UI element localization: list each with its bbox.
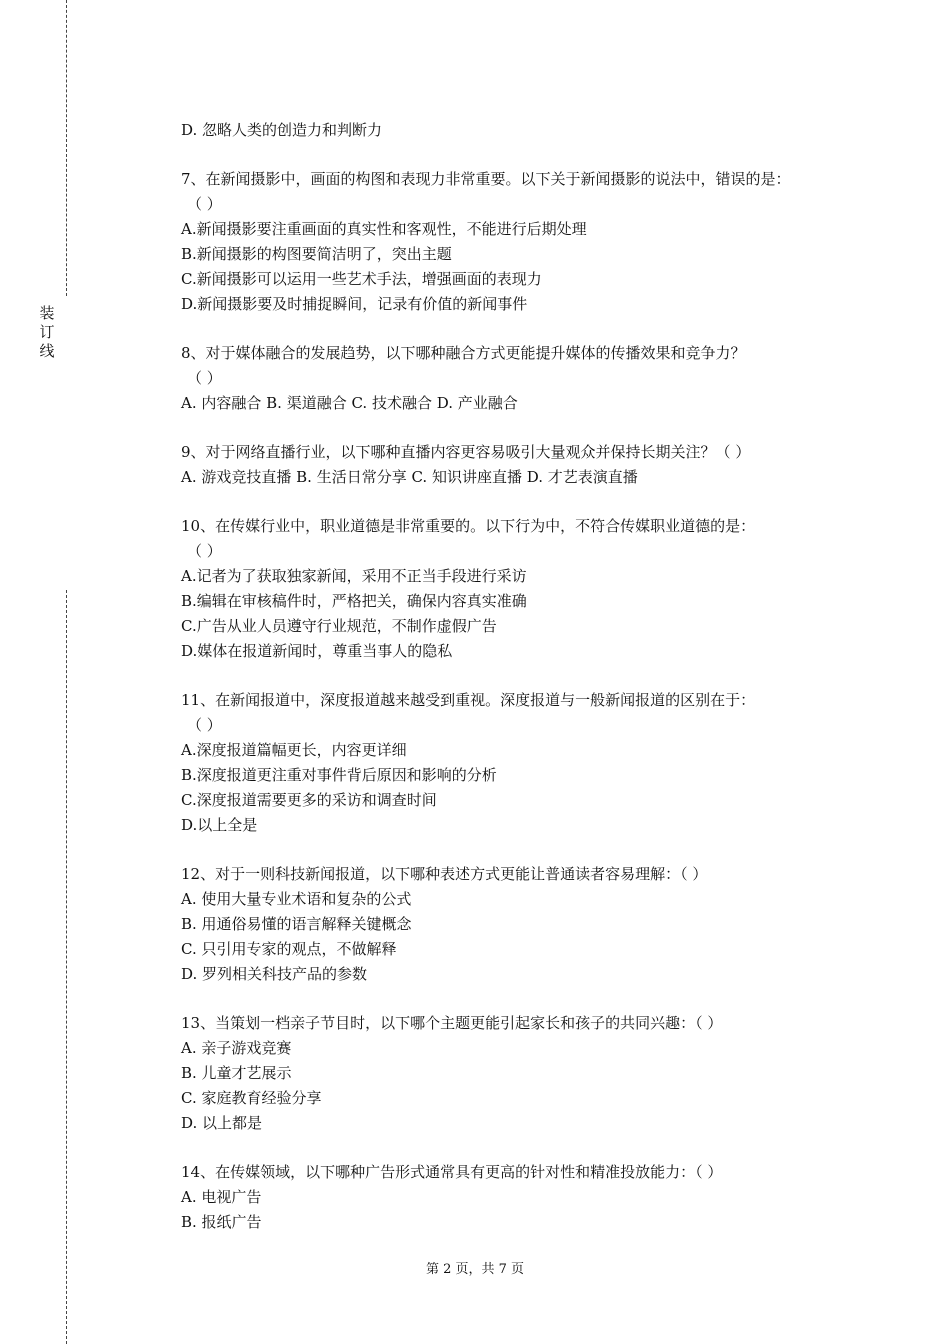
option-b: B. 用通俗易懂的语言解释关键概念 [181, 915, 412, 933]
question-8 [181, 341, 861, 416]
option-c: C.广告从业人员遵守行业规范，不制作虚假广告 [181, 617, 497, 635]
option-a: A.记者为了获取独家新闻，采用不正当手段进行采访 [181, 567, 527, 585]
option-a: A. 使用大量专业术语和复杂的公式 [181, 890, 412, 908]
question-12 [181, 862, 861, 987]
binding-char: 装 [39, 304, 55, 322]
option-d: D. 忽略人类的创造力和判断力 [181, 121, 383, 139]
question-stem: 14、在传媒领域，以下哪种广告形式通常具有更高的针对性和精准投放能力：（ ） [181, 1163, 723, 1181]
option-d: D.以上全是 [181, 816, 258, 834]
options-inline: A. 内容融合 B. 渠道融合 C. 技术融合 D. 产业融合 [181, 394, 518, 412]
binding-line-bottom [66, 590, 67, 1344]
option-b: B. 报纸广告 [181, 1213, 262, 1231]
binding-line-top [66, 0, 67, 296]
question-stem: 11、在新闻报道中，深度报道越来越受到重视。深度报道与一般新闻报道的区别在于： [181, 691, 756, 709]
question-stem: 10、在传媒行业中，职业道德是非常重要的。以下行为中，不符合传媒职业道德的是： [181, 517, 756, 535]
question-7 [181, 167, 861, 317]
option-a: A.新闻摄影要注重画面的真实性和客观性，不能进行后期处理 [181, 220, 587, 238]
option-c: C. 只引用专家的观点，不做解释 [181, 940, 397, 958]
question-stem: 9、对于网络直播行业，以下哪种直播内容更容易吸引大量观众并保持长期关注？（ ） [181, 443, 751, 461]
option-c: C. 家庭教育经验分享 [181, 1089, 322, 1107]
option-b: B.新闻摄影的构图要简洁明了，突出主题 [181, 245, 452, 263]
binding-char: 线 [39, 342, 55, 360]
option-b: B. 儿童才艺展示 [181, 1064, 292, 1082]
binding-char: 订 [39, 323, 55, 341]
exam-content [181, 118, 861, 1259]
question-stem: 8、对于媒体融合的发展趋势，以下哪种融合方式更能提升媒体的传播效果和竞争力？ [181, 344, 746, 362]
option-d: D.媒体在报道新闻时，尊重当事人的隐私 [181, 642, 453, 660]
option-a: A. 亲子游戏竞赛 [181, 1039, 292, 1057]
answer-blank: （ ） [187, 195, 222, 213]
question-stem: 7、在新闻摄影中，画面的构图和表现力非常重要。以下关于新闻摄影的说法中，错误的是： [181, 170, 791, 188]
option-d: D. 以上都是 [181, 1114, 263, 1132]
question-9 [181, 440, 861, 490]
answer-blank: （ ） [187, 716, 222, 734]
question-13 [181, 1011, 861, 1136]
option-d: D.新闻摄影要及时捕捉瞬间，记录有价值的新闻事件 [181, 295, 528, 313]
question-stem: 12、对于一则科技新闻报道，以下哪种表述方式更能让普通读者容易理解：（ ） [181, 865, 708, 883]
binding-line-label [38, 304, 56, 361]
option-c: C.新闻摄影可以运用一些艺术手法，增强画面的表现力 [181, 270, 542, 288]
option-b: B.深度报道更注重对事件背后原因和影响的分析 [181, 766, 497, 784]
option-a: A. 电视广告 [181, 1188, 262, 1206]
option-b: B.编辑在审核稿件时，严格把关，确保内容真实准确 [181, 592, 527, 610]
option-c: C.深度报道需要更多的采访和调查时间 [181, 791, 437, 809]
page-number: 第 2 页，共 7 页 [425, 1262, 525, 1277]
answer-blank: （ ） [187, 542, 222, 560]
option-a: A.深度报道篇幅更长，内容更详细 [181, 741, 407, 759]
option-d: D. 罗列相关科技产品的参数 [181, 965, 368, 983]
options-inline: A. 游戏竞技直播 B. 生活日常分享 C. 知识讲座直播 D. 才艺表演直播 [181, 468, 638, 486]
answer-blank: （ ） [187, 369, 222, 387]
question-10 [181, 514, 861, 664]
question-14 [181, 1160, 861, 1235]
carryover-option [181, 118, 861, 143]
question-stem: 13、当策划一档亲子节目时，以下哪个主题更能引起家长和孩子的共同兴趣：（ ） [181, 1014, 723, 1032]
question-11 [181, 688, 861, 838]
